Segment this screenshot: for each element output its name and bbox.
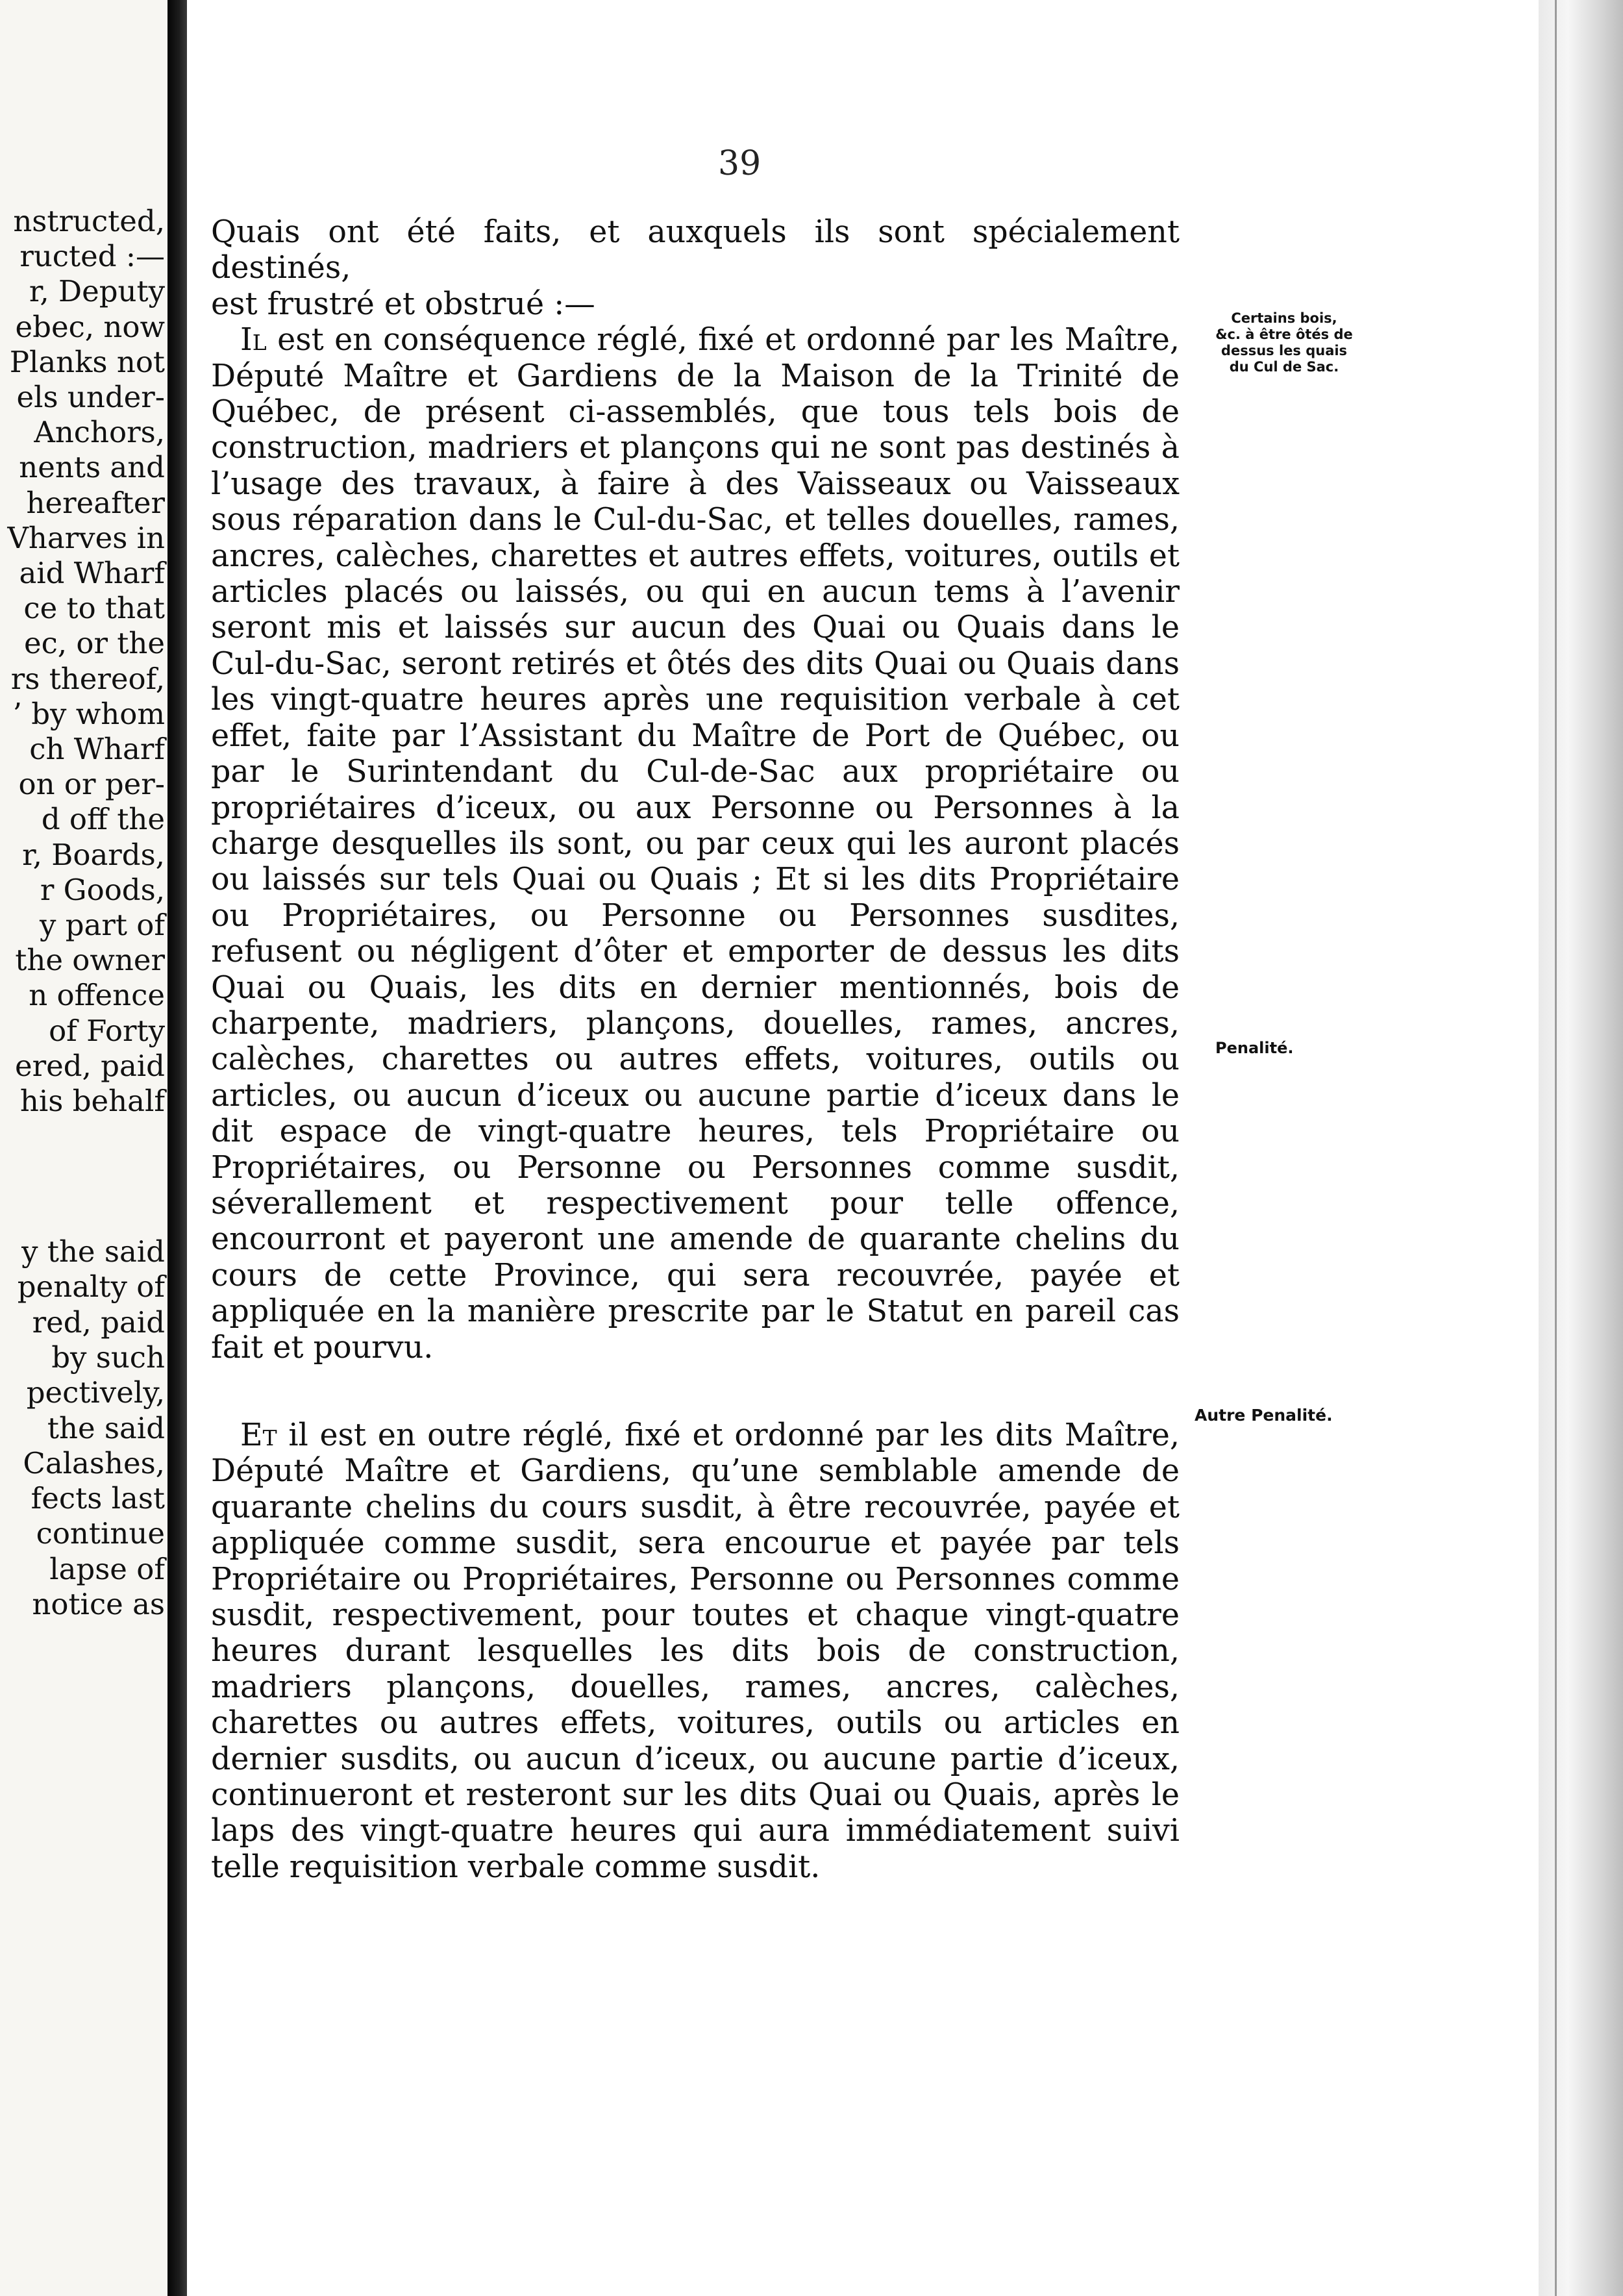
left-page-line: nents and <box>19 450 165 485</box>
left-page-line: notice as <box>32 1587 165 1621</box>
left-facing-page <box>0 0 167 2296</box>
left-page-line: his behalf <box>19 1084 165 1118</box>
page-edge-line <box>1555 0 1557 2296</box>
body-text <box>211 214 1180 1885</box>
left-page-line: of Forty <box>49 1013 165 1048</box>
para-2-lead: Il <box>240 322 267 358</box>
left-page-line: Anchors, <box>34 415 165 450</box>
left-page-line: fects last <box>31 1481 165 1516</box>
para-3-lead: Et <box>240 1417 277 1453</box>
left-page-line: ebec, now <box>15 309 165 344</box>
left-page-line: els under- <box>16 380 165 414</box>
left-page-line: d off the <box>41 802 165 837</box>
left-page-line: by such <box>51 1340 165 1375</box>
left-page-line: red, paid <box>32 1304 165 1340</box>
page-number: 39 <box>718 144 762 183</box>
margin-note-1-line-1: Certains bois, <box>1231 310 1337 326</box>
left-page-line: penalty of <box>17 1269 165 1304</box>
left-page-line: y part of <box>39 908 165 942</box>
left-page-line: ch Wharf <box>29 732 165 766</box>
para-3-text: il est en outre réglé, fixé et ordonné par les dits Maître, Député Maître et Gardiens, qu’une semblable amende de quarante chelins du cours susdit, à être recouvrée, payée et appliquée comme susdit, sera encourue et payée par tels Propriétaire ou Propriétaires, Personne ou Personnes comme susdit, respectivement, pour toutes et chaque vingt-quatre heures durant lesquelles les dits bois de construction, madriers plançons, douelles, rames, ancres, calèches, charettes ou autres effets, voitures, outils ou articles en dernier susdits, ou aucun d’iceux, ou aucune partie d’iceux, continueront et resteront sur les dits Quai ou Quais, après le laps des vingt-quatre heures qui aura immédiatement suivi telle requisition verbale comme susdit. <box>211 1417 1180 1885</box>
book-gutter <box>167 0 187 2296</box>
left-page-line: r, Boards, <box>22 837 165 872</box>
paragraph-1 <box>211 214 1180 322</box>
paragraph-3 <box>211 1417 1180 1885</box>
margin-note-penalite: Penalité. <box>1215 1039 1294 1057</box>
left-page-line: ’ by whom <box>12 696 165 731</box>
left-page-line: ec, or the <box>23 626 165 661</box>
margin-note-1-line-4: du Cul de Sac. <box>1229 359 1339 375</box>
paragraph-2 <box>211 322 1180 1366</box>
left-page-line: rs thereof, <box>10 661 165 696</box>
margin-note-1-line-2: &c. à être ôtés de <box>1215 327 1353 342</box>
left-page-line: lapse of <box>49 1551 165 1586</box>
para-2-text: est en conséquence réglé, fixé et ordonné par les Maître, Député Maître et Gardiens de la Maison de la Trinité de Québec, de présent ci-assemblés, que tous tels bois de construction, madriers et plançons qui ne sont pas destinés à l’usage des travaux, à faire à des Vaisseaux ou Vaisseaux sous réparation dans le Cul-du-Sac, et telles douelles, rames, ancres, calèches, charettes et autres effets, voitures, outils et articles placés ou laissés, ou qui en aucun tems à l’avenir seront mis et laissés sur aucun des Quai ou Quais dans le Cul-du-Sac, seront retirés et ôtés des dits Quai ou Quais dans les vingt-quatre heures après une requisition verbale à cet effet, faite par l’Assistant du Maître de Port de Québec, ou par le Surintendant du Cul-de-Sac aux propriétaire ou propriétaires d’iceux, ou aux Personne ou Personnes à la charge desquelles ils sont, ou par ceux qui les auront placés ou laissés sur tels Quai ou Quais ; Et si les dits Propriétaire ou Propriétaires, ou Personne ou Personnes susdites, refusent ou négligent d’ôter et emporter de dessus les dits Quai ou Quais, les dits en dernier mentionnés, bois de charpente, madriers, plançons, douelles, rames, ancres, calèches, charettes ou autres effets, voitures, outils ou articles, ou aucun d’iceux ou aucune partie d’iceux dans le dit espace de vingt-quatre heures, tels Propriétaire ou Propriétaires, ou Personne ou Personnes comme susdit, séverallement et respectivement pour telle offence, encourront et payeront une amende de quarante chelins du cours de cette Province, qui sera recouvrée, payée et appliquée en la manière prescrite par le Statut en pareil cas fait et pourvu. <box>211 322 1180 1366</box>
left-page-line: the said <box>47 1410 165 1445</box>
left-page-line: r Goods, <box>40 872 165 907</box>
left-page-line: Calashes, <box>23 1445 165 1480</box>
left-page-line: continue <box>36 1516 165 1551</box>
left-page-line: y the said <box>21 1234 165 1269</box>
left-page-line: nstructed, <box>13 204 165 238</box>
margin-note-1-line-3: dessus les quais <box>1220 343 1348 358</box>
para-1-line-2: est frustré et obstrué :— <box>211 286 595 322</box>
left-page-line: pectively, <box>26 1375 165 1410</box>
left-page-line: Vharves in <box>7 520 165 555</box>
para-1-line-1: Quais ont été faits, et auxquels ils sont spécialement destinés, <box>211 214 1180 286</box>
left-page-line: ructed :— <box>19 239 165 274</box>
left-page-line: r, Deputy <box>29 274 165 309</box>
left-page-line: on or per- <box>18 767 165 802</box>
left-page-line: ce to that <box>23 591 165 626</box>
left-page-line: n offence <box>29 978 165 1013</box>
left-page-line: Planks not <box>9 344 165 379</box>
page-edge <box>1539 0 1623 2296</box>
left-page-line: the owner <box>15 943 165 978</box>
left-page-line: hereafter <box>26 485 165 520</box>
left-page-line: ered, paid <box>14 1048 165 1083</box>
left-page-line: aid Wharf <box>19 556 165 590</box>
margin-note-autre-penalite: Autre Penalité. <box>1195 1406 1333 1425</box>
margin-note-certains-bois <box>1193 310 1375 375</box>
